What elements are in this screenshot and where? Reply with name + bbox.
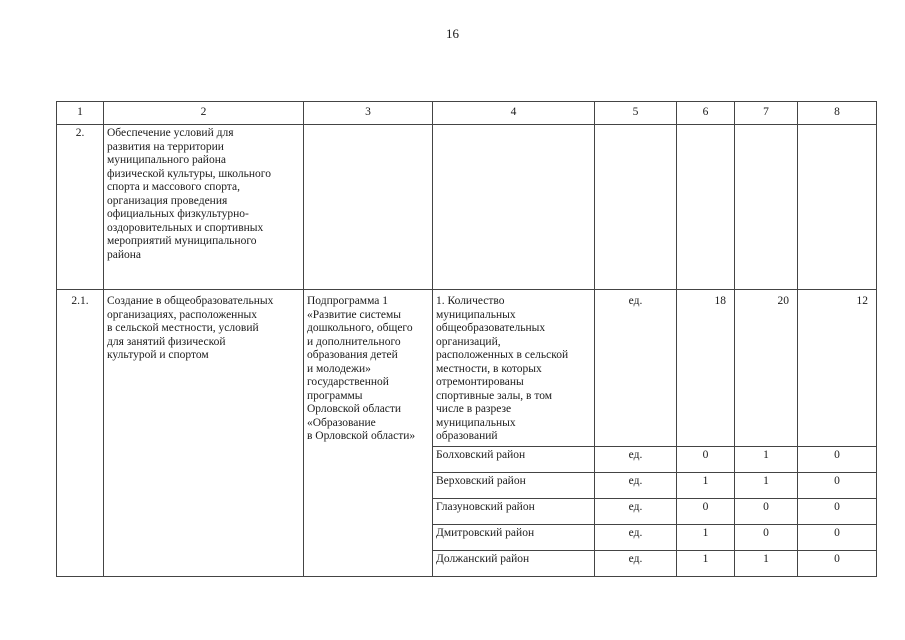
district-unit: ед.: [595, 524, 677, 550]
district-value-6: 1: [677, 550, 735, 576]
district-name: Должанский район: [433, 550, 595, 576]
header-col-6: 6: [677, 102, 735, 125]
header-col-7: 7: [735, 102, 798, 125]
district-unit: ед.: [595, 446, 677, 472]
district-value-7: 1: [735, 472, 798, 498]
header-col-1: 1: [57, 102, 104, 125]
header-col-3: 3: [304, 102, 433, 125]
item-row: [57, 290, 877, 447]
district-name: Глазуновский район: [433, 498, 595, 524]
header-row: [57, 102, 877, 125]
section-cell-6: [677, 125, 735, 290]
section-cell-8: [798, 125, 877, 290]
district-unit: ед.: [595, 498, 677, 524]
section-title: Обеспечение условий для развития на территории муниципального района физической культуры, школьного спорта и массового спорта, организация проведения официальных физкультурно- оздоровительных и спортивных мероприятий муниципального района: [104, 125, 304, 290]
district-value-7: 0: [735, 524, 798, 550]
section-number: 2.: [57, 125, 104, 290]
district-value-8: 0: [798, 550, 877, 576]
item-unit: ед.: [595, 290, 677, 447]
district-unit: ед.: [595, 550, 677, 576]
item-number: 2.1.: [57, 290, 104, 577]
district-value-8: 0: [798, 524, 877, 550]
district-name: Болховский район: [433, 446, 595, 472]
page-number: 16: [446, 26, 459, 41]
section-cell-7: [735, 125, 798, 290]
header-col-4: 4: [433, 102, 595, 125]
district-value-6: 1: [677, 524, 735, 550]
item-title: Создание в общеобразовательных организациях, расположенных в сельской местности, условий для занятий физической культурой и спортом: [104, 290, 304, 577]
header-col-5: 5: [595, 102, 677, 125]
indicator-table: [56, 101, 877, 577]
district-value-6: 1: [677, 472, 735, 498]
district-value-6: 0: [677, 498, 735, 524]
section-cell-3: [304, 125, 433, 290]
district-name: Дмитровский район: [433, 524, 595, 550]
section-row: [57, 125, 877, 290]
item-value-7: 20: [735, 290, 798, 447]
district-name: Верховский район: [433, 472, 595, 498]
district-value-8: 0: [798, 472, 877, 498]
district-value-7: 1: [735, 550, 798, 576]
district-value-7: 0: [735, 498, 798, 524]
header-col-8: 8: [798, 102, 877, 125]
district-unit: ед.: [595, 472, 677, 498]
item-value-6: 18: [677, 290, 735, 447]
district-value-8: 0: [798, 498, 877, 524]
section-cell-4: [433, 125, 595, 290]
district-value-6: 0: [677, 446, 735, 472]
district-value-8: 0: [798, 446, 877, 472]
item-indicator: 1. Количество муниципальных общеобразовательных организаций, расположенных в сельской местности, в которых отремонтированы спортивные залы, в том числе в разрезе муниципальных образований: [433, 290, 595, 447]
district-value-7: 1: [735, 446, 798, 472]
section-cell-5: [595, 125, 677, 290]
item-program: Подпрограмма 1 «Развитие системы дошкольного, общего и дополнительного образования детей и молодежи» государственной программы Орловской области «Образование в Орловской области»: [304, 290, 433, 577]
item-value-8: 12: [798, 290, 877, 447]
header-col-2: 2: [104, 102, 304, 125]
